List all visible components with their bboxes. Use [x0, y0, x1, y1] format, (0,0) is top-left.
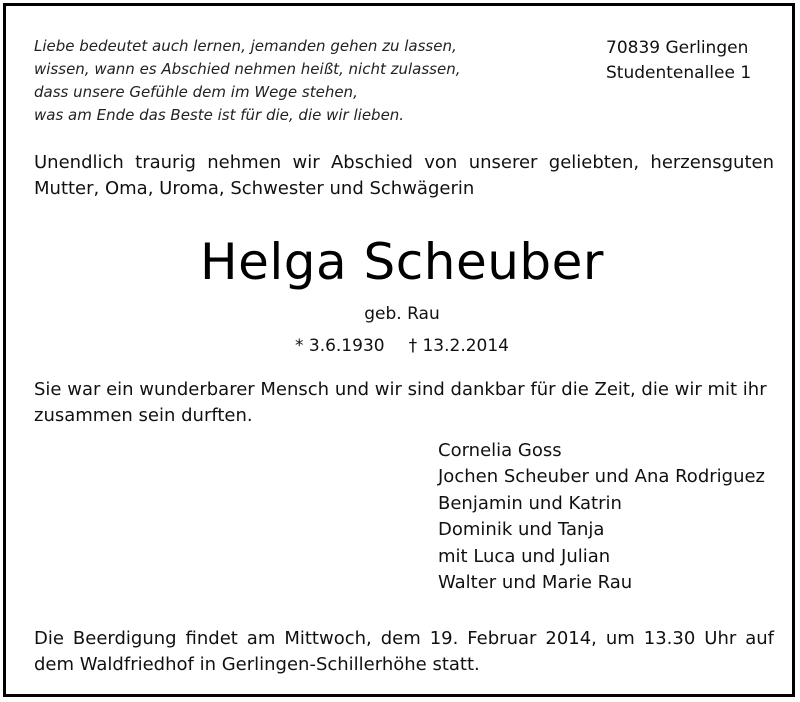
mourner: Cornelia Goss: [438, 440, 562, 461]
mourner: mit Luca und Julian: [438, 545, 611, 567]
mourner: Walter und Marie Rau: [438, 572, 633, 594]
intro-text: Unendlich traurig nehmen wir Abschied von unserer geliebten, herzensguten Mutter, Oma, Uroma, Schwester und Schwägerin: [34, 152, 774, 199]
poem-line: dass unsere Gefühle dem im Wege stehen,: [34, 83, 358, 101]
death-date: † 13.2.2014: [408, 336, 510, 356]
address-street: Studentenallee 1: [606, 63, 752, 83]
deceased-name: Helga Scheuber: [200, 233, 604, 291]
birth-date: * 3.6.1930: [294, 336, 385, 356]
address-city: 70839 Gerlingen: [606, 38, 749, 58]
mourner: Benjamin und Katrin: [438, 492, 622, 514]
mourner: Dominik und Tanja: [438, 519, 605, 541]
mourners-list: [438, 438, 765, 596]
gratitude-text: Sie war ein wunderbarer Mensch und wir sind dankbar für die Zeit, die wir mit ihr zusammen sein durften.: [34, 379, 767, 426]
born-name: geb. Rau: [364, 304, 440, 324]
poem: [34, 35, 554, 127]
poem-line: wissen, wann es Abschied nehmen heißt, nicht zulassen,: [34, 60, 461, 78]
poem-line: was am Ende das Beste ist für die, die wir lieben.: [34, 106, 405, 124]
obituary-notice: [3, 3, 795, 697]
address: [606, 36, 751, 86]
poem-line: Liebe bedeutet auch lernen, jemanden gehen zu lassen,: [34, 37, 457, 55]
mourner: Jochen Scheuber und Ana Rodriguez: [438, 466, 765, 488]
funeral-info: Die Beerdigung findet am Mittwoch, dem 19. Februar 2014, um 13.30 Uhr auf dem Waldfriedhof in Gerlingen-Schillerhöhe statt.: [34, 628, 774, 675]
life-dates: [6, 334, 798, 358]
